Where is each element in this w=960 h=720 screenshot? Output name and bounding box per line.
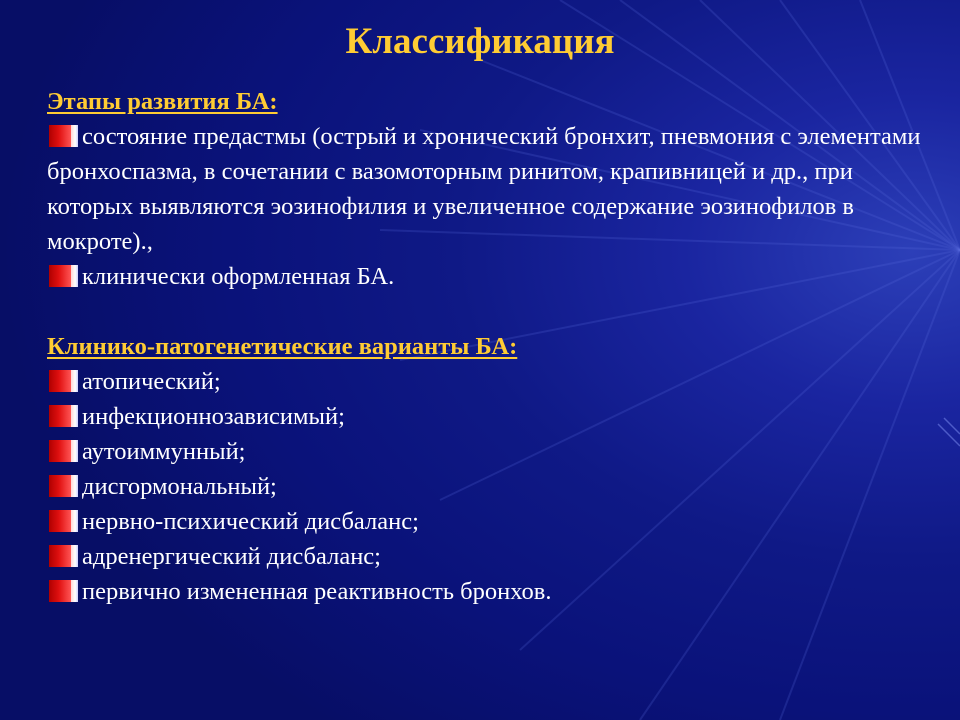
variant-item-text: дисгормональный;: [82, 473, 277, 500]
slide-title: Классификация: [345, 21, 615, 62]
variant-item-5: [47, 504, 937, 539]
red-square-bullet-icon: [47, 405, 80, 427]
section-spacer: [47, 294, 937, 329]
variant-item-text: адренергический дисбаланс;: [82, 543, 381, 570]
red-square-bullet-icon: [47, 125, 80, 147]
red-square-bullet-icon: [47, 510, 80, 532]
variant-item-4: [47, 469, 937, 504]
stages-heading: Этапы развития БА:: [47, 88, 278, 115]
variant-item-text: инфекционнозависимый;: [82, 403, 345, 430]
red-square-bullet-icon: [47, 265, 80, 287]
variant-item-6: [47, 539, 937, 574]
variant-item-text: первично измененная реактивность бронхов.: [82, 578, 552, 605]
stage-item-2: [47, 259, 937, 294]
stage-item-text: клинически оформленная БА.: [82, 263, 395, 290]
variant-item-3: [47, 434, 937, 469]
variant-item-text: аутоиммунный;: [82, 438, 246, 465]
red-square-bullet-icon: [47, 440, 80, 462]
variant-item-1: [47, 364, 937, 399]
variant-item-text: атопический;: [82, 368, 221, 395]
variants-heading: Клинико-патогенетические варианты БА:: [47, 333, 518, 360]
red-square-bullet-icon: [47, 580, 80, 602]
variant-item-7: [47, 574, 937, 609]
red-square-bullet-icon: [47, 370, 80, 392]
variant-item-2: [47, 399, 937, 434]
red-square-bullet-icon: [47, 545, 80, 567]
stage-item-text: состояние предастмы (острый и хронический бронхит, пневмония с элементами бронхоспазма, в сочетании с вазомоторным ринитом, крапивницей и др., при которых выявляются эозинофилия и увеличенное содержание эозинофилов в мокроте).,: [47, 123, 921, 255]
red-square-bullet-icon: [47, 475, 80, 497]
stage-item-1: [47, 119, 937, 259]
slide-content: [47, 84, 937, 609]
variant-item-text: нервно-психический дисбаланс;: [82, 508, 419, 535]
